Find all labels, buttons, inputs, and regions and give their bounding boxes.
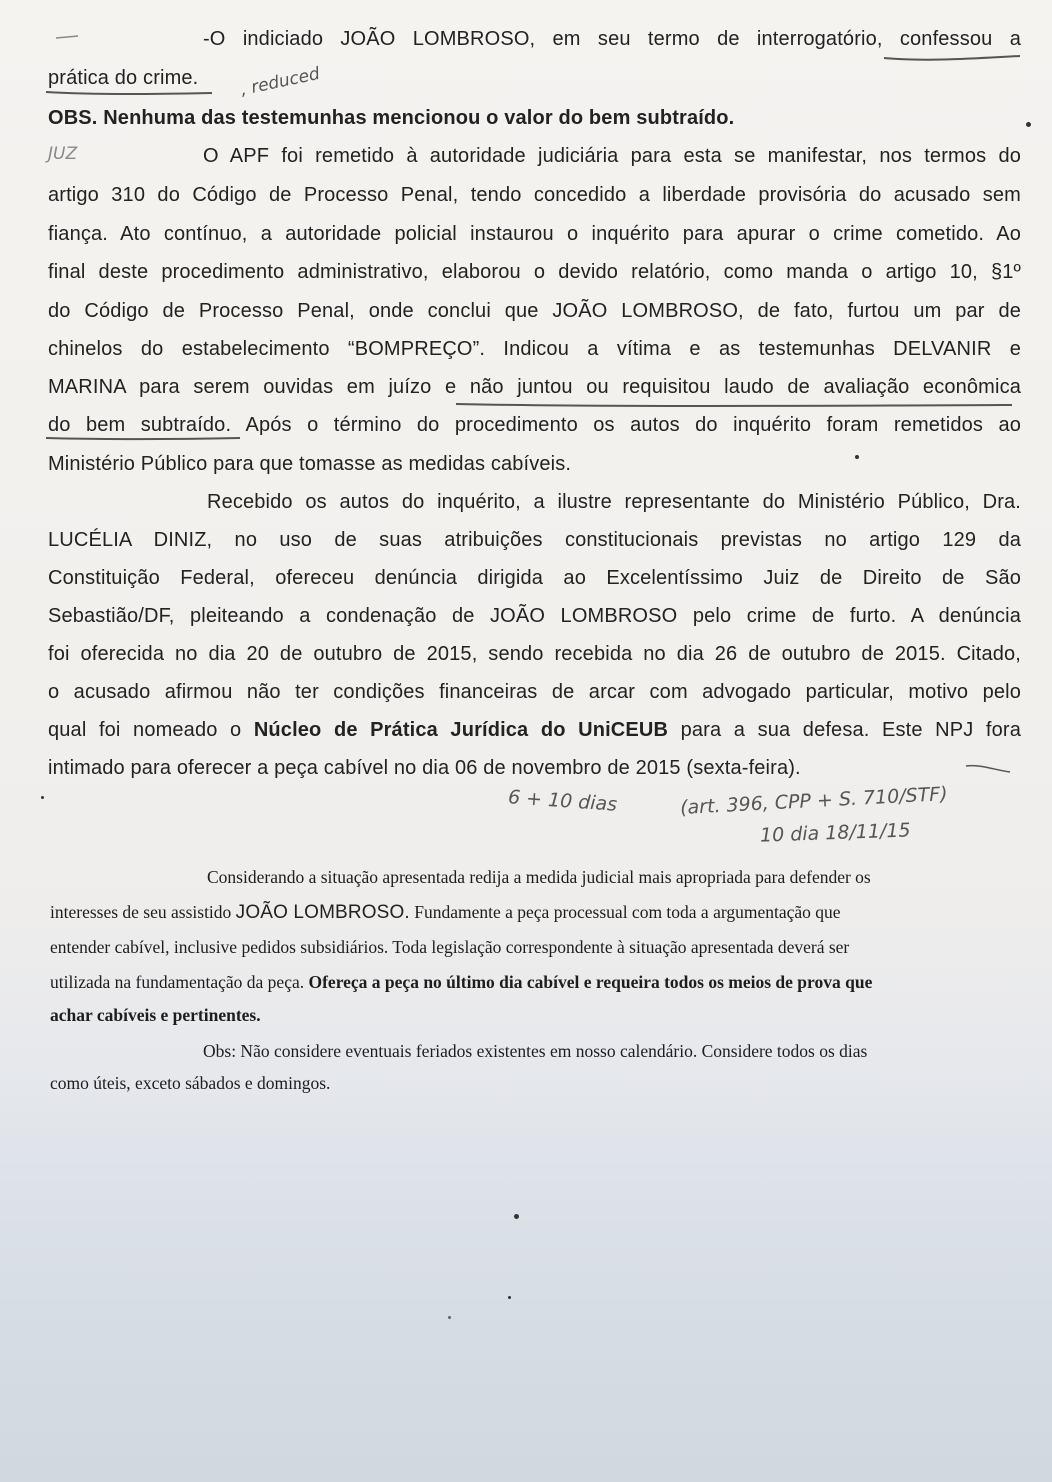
underlined-text: confessou a [899, 28, 1021, 50]
ink-speck [41, 796, 44, 799]
instructions-line-1: Considerando a situação apresentada redija a medida judicial mais apropriada para defender os [207, 867, 871, 887]
paragraph-3-line-6: o acusado afirmou não ter condições financeiras de arcar com advogado particular, motivo pelo [48, 681, 1021, 703]
paragraph-2-line-4: final deste procedimento administrativo, elaborou o devido relatório, como manda o artigo 10, §1º [48, 261, 1021, 283]
paragraph-3-line-5: foi oferecida no dia 20 de outubro de 2015, sendo recebida no dia 26 de outubro de 2015. Citado, [48, 643, 1021, 665]
underline-stroke [46, 92, 212, 94]
paragraph-2-line-8 [48, 414, 1021, 437]
paragraph-2-line-2: artigo 310 do Código de Processo Penal, tendo concedido a liberdade provisória do acusado sem [48, 184, 1021, 206]
instructions-line-4 [50, 972, 872, 993]
paragraph-3-line-1: Recebido os autos do inquérito, a ilustre representante do Ministério Público, Dra. [207, 491, 1021, 513]
ink-speck [508, 1296, 511, 1299]
underline-stroke [884, 56, 1020, 60]
text-segment: Após o término do procedimento os autos do inquérito foram remetidos ao [231, 414, 1021, 436]
text-segment: -O indiciado [203, 28, 324, 50]
text-segment: JOÃO LOMBROSO, em seu termo de interrogatório, [323, 28, 900, 50]
assisted-name: JOÃO LOMBROSO. [235, 902, 410, 923]
ink-speck [855, 455, 859, 459]
instructions-line-2 [50, 902, 841, 924]
paragraph-1-line-1 [203, 28, 1021, 51]
instructions-line-5: achar cabíveis e pertinentes. [50, 1005, 261, 1025]
underlined-text: não juntou ou requisitou laudo de avaliação econômica [469, 376, 1022, 398]
instructions-obs-line-1: Obs: Não considere eventuais feriados existentes em nosso calendário. Considere todos os dias [203, 1041, 868, 1061]
handwritten-note-juz: JUZ [48, 144, 78, 164]
obs-heading: OBS. Nenhuma das testemunhas mencionou o valor do bem subtraído. [48, 107, 735, 129]
paragraph-3-line-8: intimado para oferecer a peça cabível no dia 06 de novembro de 2015 (sexta-feira). [48, 757, 801, 779]
text-segment: interesses de seu assistido [50, 902, 236, 922]
instructions-obs-line-2: como úteis, exceto sábados e domingos. [50, 1073, 331, 1093]
text-segment: MARINA para serem ouvidas em juízo e [48, 376, 470, 398]
bold-text: Ofereça a peça no último dia cabível e requeira todos os meios de prova que [308, 972, 873, 992]
paragraph-2-line-5: do Código de Processo Penal, onde conclui que JOÃO LOMBROSO, de fato, furtou um par de [48, 300, 1021, 322]
handwritten-note-date: 10 dia 18/11/15 [759, 819, 911, 847]
handwritten-note-article: (art. 396, CPP + S. 710/STF) [679, 783, 949, 819]
paragraph-3-line-3: Constituição Federal, ofereceu denúncia dirigida ao Excelentíssimo Juiz de Direito de São [48, 567, 1021, 589]
paragraph-3-line-2: LUCÉLIA DINIZ, no uso de suas atribuições constitucionais previstas no artigo 129 da [48, 529, 1021, 551]
bold-text: Núcleo de Prática Jurídica do UniCEUB [253, 719, 669, 741]
paragraph-2-line-7 [48, 376, 1021, 399]
underline-stroke [46, 438, 240, 439]
ink-speck [448, 1316, 451, 1319]
paragraph-3-line-4: Sebastião/DF, pleiteando a condenação de JOÃO LOMBROSO pelo crime de furto. A denúncia [48, 605, 1021, 627]
text-segment: qual foi nomeado o [48, 719, 254, 741]
instructions-line-3: entender cabível, inclusive pedidos subsidiários. Toda legislação correspondente à situação apresentada deverá ser [50, 937, 850, 957]
ink-speck [1026, 122, 1031, 127]
paragraph-2-line-1: O APF foi remetido à autoridade judiciária para esta se manifestar, nos termos do [203, 145, 1021, 167]
handwritten-note-days: 6 + 10 dias [507, 786, 618, 816]
text-segment: Fundamente a peça processual com toda a argumentação que [409, 902, 841, 922]
underlined-text: do bem subtraído. [48, 414, 232, 436]
ink-speck [514, 1214, 519, 1219]
text-segment: para a sua defesa. Este NPJ fora [668, 719, 1021, 741]
paragraph-1-line-2 [48, 67, 198, 90]
paragraph-2-line-6: chinelos do estabelecimento “BOMPREÇO”. Indicou a vítima e as testemunhas DELVANIR e [48, 338, 1021, 360]
pen-mark [966, 766, 1010, 772]
text-segment: utilizada na fundamentação da peça. [50, 972, 309, 992]
paragraph-3-line-7 [48, 719, 1021, 742]
underline-stroke [456, 404, 1012, 406]
underlined-text: prática do crime. [48, 67, 199, 89]
paragraph-2-line-9: Ministério Público para que tomasse as medidas cabíveis. [48, 453, 572, 475]
pen-mark [56, 36, 78, 38]
paragraph-2-line-3: fiança. Ato contínuo, a autoridade policial instaurou o inquérito para apurar o crime cometido. Ao [48, 223, 1021, 245]
handwritten-note-reduced: , reduced [238, 63, 322, 101]
